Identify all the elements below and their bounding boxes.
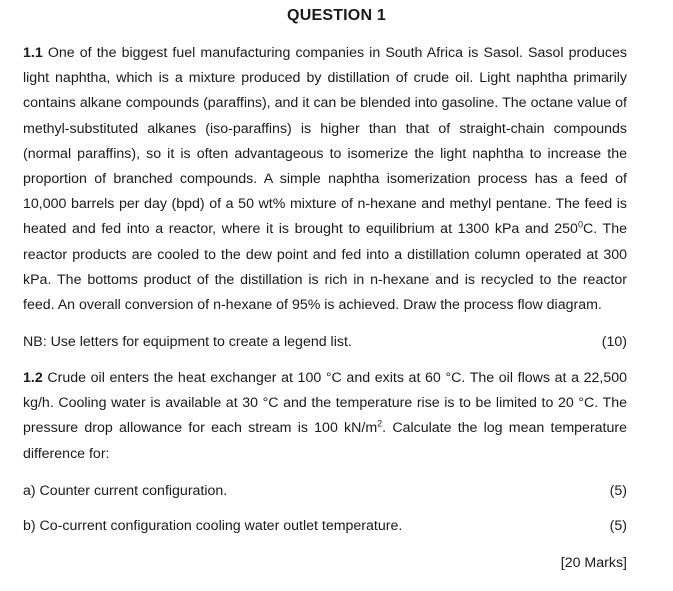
squared-superscript: 2	[377, 418, 383, 429]
question-1-2-text-tail: . Calculate the log mean temperature difference for:	[23, 420, 628, 462]
part-a-text: a) Counter current configuration.	[23, 483, 228, 499]
question-1-2-text: Crude oil enters the heat exchanger at 100 °C and exits at 60 °C. The oil flows at a 22,500 kg/h. Cooling water is available at 30 °C and the temperature rise is to be limited to 20 °C. The pressure drop allowance for each stream is 100 kN/m	[23, 370, 627, 437]
nb-marks: (10)	[601, 334, 627, 350]
question-1-2-number: 1.2	[23, 370, 43, 386]
part-b-text: b) Co-current configuration cooling water outlet temperature.	[23, 518, 403, 534]
question-1-1-text-tail: C. The reactor products are cooled to the dew point and fed into a distillation column operated at 300 kPa. The bottoms product of the distillation is rich in n-hexane and is recycled to the reactor feed. An overall conversion of n-hexane of 95% is achieved. Draw the process flow diagram.	[23, 221, 627, 314]
part-b-marks: (5)	[609, 518, 627, 534]
question-1-1-text: One of the biggest fuel manufacturing companies in South Africa is Sasol. Sasol produces light naphtha, which is a mixture produced by distillation of crude oil. Light naphtha primarily contains alkane compounds (paraffins), and it can be blended into gasoline. The octane value of methyl-substituted alkanes (iso-paraffins) is higher than that of straight-chain compounds (normal paraffins), so it is often advantageous to isomerize the light naphtha to increase the proportion of branched compounds. A simple naphtha isomerization process has a feed of 10,000 barrels per day (bpd) of a 50 wt% mixture of n-hexane and methyl pentane. The feed is heated and fed into a reactor, where it is brought to equilibrium at 1300 kPa and 250	[23, 45, 627, 238]
part-b-row	[23, 516, 627, 536]
degree-superscript: 0	[577, 219, 583, 230]
part-a-marks: (5)	[609, 483, 627, 499]
question-1-1-number: 1.1	[23, 45, 43, 61]
nb-row	[23, 332, 627, 352]
part-a-row	[23, 481, 627, 501]
question-1-2	[23, 366, 627, 467]
question-title: QUESTION 1	[287, 7, 386, 24]
question-1-1	[23, 41, 627, 318]
total-marks: [20 Marks]	[560, 555, 627, 571]
nb-text: NB: Use letters for equipment to create a legend list.	[23, 334, 352, 350]
